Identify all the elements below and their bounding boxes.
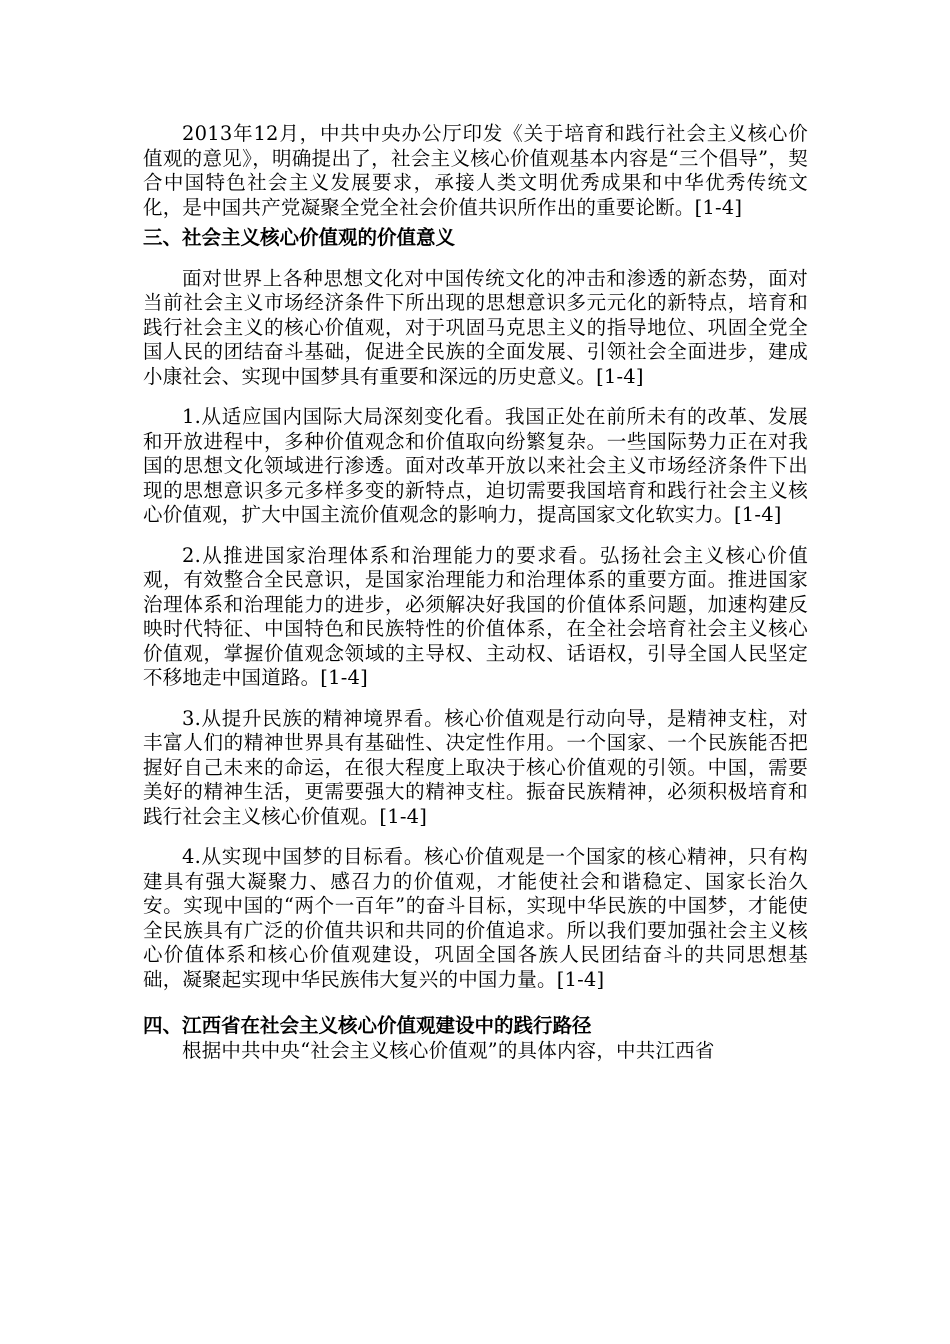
document-body bbox=[143, 122, 808, 1063]
numbered-item-3: 3.从提升民族的精神境界看。核心价值观是行动向导，是精神支柱，对丰富人们的精神世界具有基础性、决定性作用。一个国家、一个民族能否把握好自己未来的命运，在很大程度上取决于核心价值观的引领。中国，需要美好的精神生活，更需要强大的精神支柱。振奋民族精神，必须积极培育和践行社会主义核心价值观。[1-4] bbox=[143, 706, 808, 828]
practice-path-paragraph: 根据中共中央“社会主义核心价值观”的具体内容，中共江西省 bbox=[182, 1038, 715, 1062]
section-heading-3: 三、社会主义核心价值观的价值意义 bbox=[143, 226, 456, 249]
spacer bbox=[143, 691, 808, 707]
spacer bbox=[143, 251, 808, 267]
spacer bbox=[143, 829, 808, 845]
numbered-item-1: 1.从适应国内国际大局深刻变化看。我国正处在前所未有的改革、发展和开放进程中，多种价值观念和价值取向纷繁复杂。一些国际势力正在对我国的思想文化领域进行渗透。面对改革开放以来社会主义市场经济条件下出现的思想意识多元多样多变的新特点，迫切需要我国培育和践行社会主义核心价值观，扩大中国主流价值观念的影响力，提高国家文化软实力。[1-4] bbox=[143, 405, 808, 526]
numbered-item-2: 2.从推进国家治理体系和治理能力的要求看。弘扬社会主义核心价值观，有效整合全民意识，是国家治理能力和治理体系的重要方面。推进国家治理体系和治理能力的进步，必须解决好我国的价值体系问题，加速构建反映时代特征、中国特色和民族特性的价值体系，在全社会培育社会主义核心价值观，掌握价值观念领域的主导权、主动权、话语权，引导全国人民坚定不移地走中国道路。[1-4] bbox=[143, 543, 808, 689]
spacer bbox=[143, 992, 808, 1014]
spacer bbox=[143, 528, 808, 544]
value-significance-paragraph: 面对世界上各种思想文化对中国传统文化的冲击和渗透的新态势，面对当前社会主义市场经济条件下所出现的思想意识多元元化的新特点，培育和践行社会主义的核心价值观，对于巩固马克思主义的指导地位、巩固全党全国人民的团结奋斗基础，促进全民族的全面发展、引领社会全面进步，建成小康社会、实现中国梦具有重要和深远的历史意义。[1-4] bbox=[143, 266, 808, 388]
section-heading-4: 四、江西省在社会主义核心价值观建设中的践行路径 bbox=[143, 1014, 592, 1037]
spacer bbox=[143, 389, 808, 405]
intro-paragraph: 2013年12月，中共中央办公厅印发《关于培育和践行社会主义核心价值观的意见》，明确提出了，社会主义核心价值观基本内容是“三个倡导”，契合中国特色社会主义发展要求，承接人类文明优秀成果和中华优秀传统文化，是中国共产党凝聚全党全社会价值共识所作出的重要论断。[1-4] bbox=[143, 122, 808, 219]
numbered-item-4: 4.从实现中国梦的目标看。核心价值观是一个国家的核心精神，只有构建具有强大凝聚力、感召力的价值观，才能使社会和谐稳定、国家长治久安。实现中国的“两个一百年”的奋斗目标，实现中华民族的中国梦，才能使全民族具有广泛的价值共识和共同的价值追求。所以我们要加强社会主义核心价值体系和核心价值观建设，巩固全国各族人民团结奋斗的共同思想基础，凝聚起实现中华民族伟大复兴的中国力量。[1-4] bbox=[143, 845, 808, 991]
